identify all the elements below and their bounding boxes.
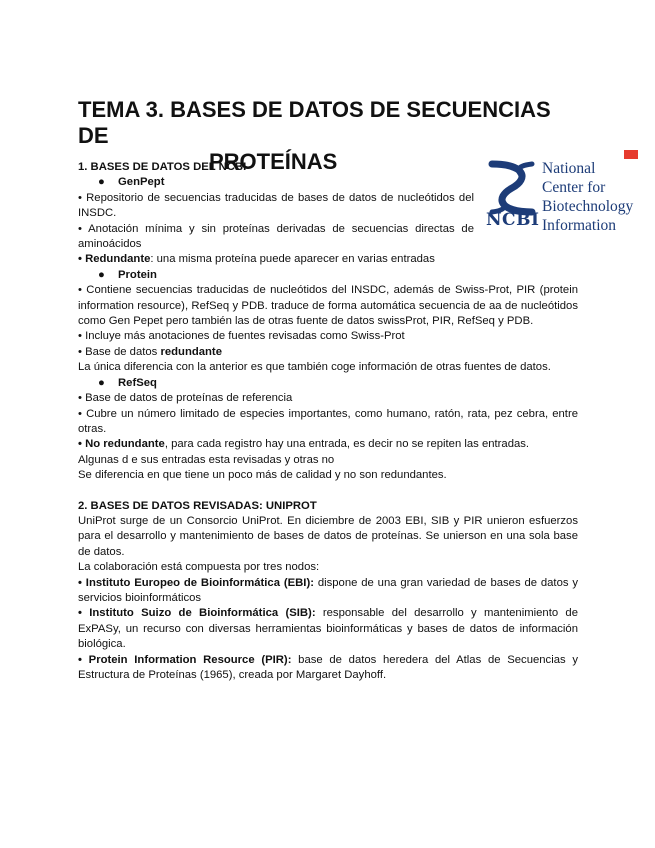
logo-abbr: NCBI — [486, 210, 540, 230]
text: , para cada registro hay una entrada, es decir no se repiten las entradas. — [164, 438, 530, 451]
paragraph — [78, 437, 578, 452]
text: base de datos heredera del Atlas de Secuencias y Estructura de Proteínas (1965), creada por Margaret Dayhoff. — [78, 653, 578, 681]
paragraph: • Repositorio de secuencias traducidas de bases de datos de nucleótidos del INSDC. — [78, 191, 474, 220]
paragraph: • Base de datos de proteínas de referencia — [78, 392, 293, 405]
paragraph: Se diferencia en que tiene un poco más de calidad y no son redundantes. — [78, 469, 447, 482]
subheading-label: Protein — [118, 268, 157, 281]
subheading-label: GenPept — [118, 176, 165, 189]
bold-term: • Instituto Europeo de Bioinformática (EBI): — [78, 576, 314, 589]
text: • Base de datos — [78, 345, 161, 358]
text: responsable del desarrollo y mantenimiento de ExPASy, un recurso con diversas herramientas bioinformáticas y bases de datos de información biológica. — [78, 607, 578, 651]
subheading-label: RefSeq — [118, 376, 157, 389]
section-2-heading: 2. BASES DE DATOS REVISADAS: UNIPROT — [78, 499, 317, 512]
paragraph: • Contiene secuencias traducidas de nucleótidos del INSDC, además de Swiss-Prot, PIR (protein information resource), RefSeq y PDB. traduce de forma automática secuencia de aa de nucleótidos como Gen Pepet pero también las de otras fuente de datos swissProt, PIR, RefSeq y PDB. — [78, 284, 578, 328]
paragraph: La colaboración está compuesta por tres nodos: — [78, 561, 320, 574]
logo-name-line: Biotechnology — [542, 198, 634, 215]
paragraph: Algunas d e sus entradas esta revisadas y otras no — [78, 453, 335, 466]
title-line-1: TEMA 3. BASES DE DATOS DE SECUENCIAS DE — [78, 97, 551, 148]
logo-name-line: National — [542, 160, 596, 177]
logo-name-line: Information — [542, 217, 617, 234]
subheading-genpept: ● GenPept — [98, 176, 165, 189]
paragraph: • Anotación mínima y sin proteínas derivadas de secuencias directas de aminoácidos — [78, 222, 474, 251]
bold-term: redundante — [160, 345, 222, 358]
paragraph: • Incluye más anotaciones de fuentes revisadas como Swiss-Prot — [78, 330, 405, 343]
paragraph — [78, 606, 578, 652]
logo-name-line: Center for — [542, 179, 606, 196]
paragraph: • Cubre un número limitado de especies importantes, como humano, ratón, rata, pez cebra, entre otras. — [78, 407, 578, 435]
text: : una misma proteína puede aparecer en varias entradas — [150, 253, 435, 266]
text: dispone de una gran variedad de bases de datos y servicios bioinformáticos — [78, 576, 578, 604]
subheading-refseq: ● RefSeq — [98, 376, 157, 389]
paragraph — [78, 653, 578, 684]
section-1-heading: 1. BASES DE DATOS DEL NCBI — [78, 161, 247, 173]
bold-term: • No redundante — [78, 438, 165, 451]
bold-term: • Protein Information Resource (PIR): — [78, 653, 292, 666]
document-body — [78, 160, 578, 683]
paragraph — [78, 252, 578, 267]
paragraph — [78, 345, 578, 360]
paragraph: UniProt surge de un Consorcio UniProt. En diciembre de 2003 EBI, SIB y PIR unieron esfuerzos para el desarrollo y mantenimiento de bases de datos de proteínas. Se unierson en una sola base de datos. — [78, 514, 578, 558]
red-corner-mark — [624, 150, 638, 159]
bold-term: • Redundante — [78, 253, 151, 266]
title-line-2: PROTEÍNAS — [209, 149, 338, 174]
subheading-protein: ● Protein — [98, 268, 157, 281]
paragraph — [78, 576, 578, 607]
paragraph: La única diferencia con la anterior es que también coge información de otras fuentes de datos. — [78, 361, 551, 374]
bold-term: • Instituto Suizo de Bioinformática (SIB): — [78, 607, 316, 620]
